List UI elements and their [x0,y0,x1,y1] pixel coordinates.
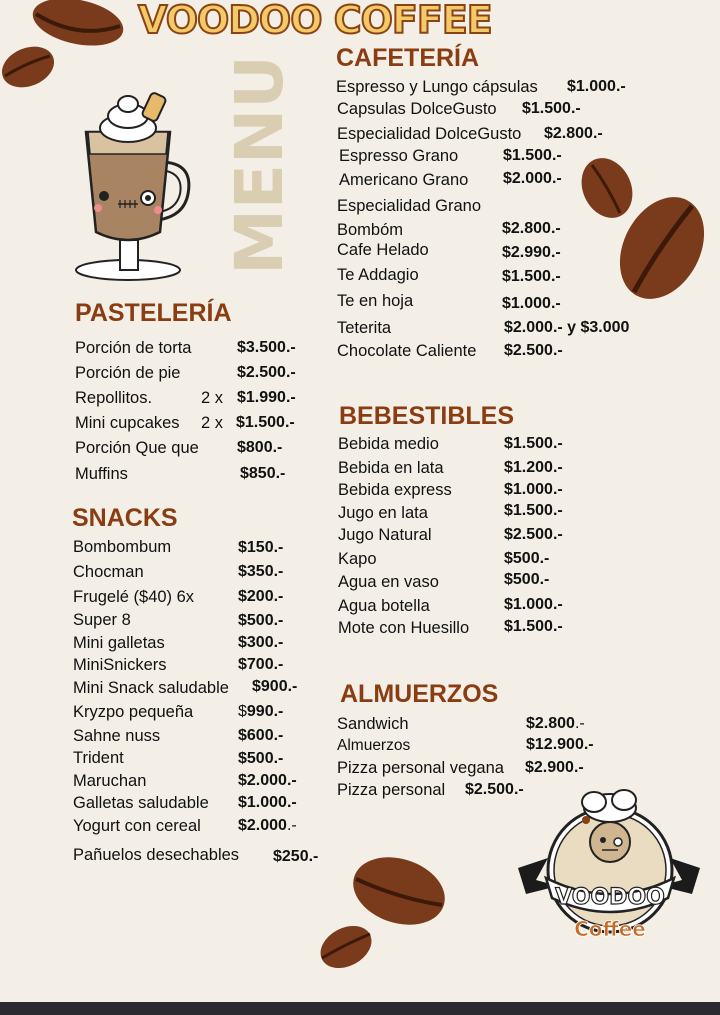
item-price: $2.500.- [504,342,563,359]
item-price: $2.800.- [502,220,561,237]
item-price: $1.000.- [567,78,626,95]
item-price: $1.000.- [502,295,561,312]
list-item: Galletas saludable [73,794,209,812]
list-item: Yogurt con cereal [73,817,201,835]
list-item: Mote con Huesillo [338,619,470,637]
item-price [238,818,297,834]
item-price: $3.500.- [237,339,296,356]
list-item: Capsulas DolceGusto [337,100,497,118]
item-price: $800.- [237,439,283,456]
section-title-cafeteria: CAFETERÍA [336,44,480,72]
list-item: Mini galletas [73,634,165,652]
list-item: Bombombum [73,538,172,556]
list-item: Te en hoja [337,292,414,310]
list-item: Mini cupcakes [75,414,180,432]
item-price: $500.- [238,612,284,629]
list-item: Super 8 [73,611,131,629]
list-item: Te Addagio [337,266,419,284]
item-price: $1.500.- [502,268,561,285]
item-price: $2.900.- [525,759,584,776]
logo-top-text: VOODOO [555,885,665,910]
item-price: $1.500.- [504,618,563,635]
item-price: $500.- [504,550,550,567]
list-item: Sandwich [337,715,409,733]
list-item: Bebida medio [338,435,439,453]
item-price: $2.500.- [237,364,296,381]
list-item: Sahne nuss [73,727,161,745]
item-price: $1.500.- [504,435,563,452]
list-item: Porción de pie [75,364,181,382]
item-price [238,704,283,720]
item-price: $1.200.- [504,459,563,476]
list-item: Teterita [337,319,392,337]
logo-bottom-text: Coffee [574,917,646,941]
price-prefix: $ [238,703,247,720]
list-item: Pizza personal vegana [337,759,504,777]
list-item: Espresso Grano [339,147,459,165]
section-title-snacks: SNACKS [72,504,178,532]
item-price: $2.500.- [504,526,563,543]
item-price: $1.500.- [522,100,581,117]
footer-bar [0,1002,720,1015]
item-price: $1.000.- [238,794,297,811]
list-item: Agua botella [338,597,430,615]
voodoo-coffee-logo [518,786,700,944]
item-price: $350.- [238,563,284,580]
coffee-glass-illustration-icon [68,92,198,282]
coffee-bean-icon [0,44,56,90]
list-item: Frugelé ($40) 6x [73,588,195,606]
item-price: $850.- [240,465,286,482]
item-price: $1.000.- [504,481,563,498]
list-item: Especialidad DolceGusto [337,125,522,143]
item-quantity: 2 x [201,389,224,407]
item-price: $12.900.- [526,736,594,753]
item-price: $250.- [273,848,319,865]
list-item: Almuerzos [337,737,411,754]
list-item: Cafe Helado [337,241,429,259]
item-price: $1.500.- [236,414,295,431]
item-price: $300.- [238,634,284,651]
list-item: Pañuelos desechables [73,846,240,864]
item-price: $150.- [238,539,284,556]
list-item: Muffins [75,465,128,483]
menu-title: VOODOO COFFEE [138,0,492,42]
coffee-bean-icon [318,924,374,970]
item-price [526,716,585,732]
item-price: $2.500.- [465,781,524,798]
price-suffix: .- [286,817,297,834]
list-item: Especialidad Grano [337,197,482,215]
coffee-bean-icon [350,855,448,927]
list-item: Americano Grano [339,171,469,189]
list-item: Repollitos. [75,389,153,407]
section-title-pasteleria: PASTELERÍA [75,299,232,327]
item-price: $200.- [238,588,284,605]
list-item: Kapo [338,550,377,568]
item-price: $500.- [504,571,550,588]
list-item: Bebida express [338,481,452,499]
item-price: $1.000.- [504,596,563,613]
item-price: $1.500.- [504,502,563,519]
item-price: $1.990.- [237,389,296,406]
list-item: Maruchan [73,772,147,790]
list-item: Kryzpo pequeña [73,703,194,721]
item-price: $2.990.- [502,244,561,261]
menu-vertical-label [221,55,299,275]
list-item: Bebida en lata [338,459,444,477]
item-price: $2.000.- [503,170,562,187]
list-item: Agua en vaso [338,573,439,591]
section-title-almuerzos: ALMUERZOS [340,680,499,708]
list-item: Mini Snack saludable [73,679,229,697]
item-price: $1.500.- [503,147,562,164]
coffee-bean-icon [614,192,710,304]
item-quantity: 2 x [201,414,224,432]
item-price: $2.800.- [544,125,603,142]
item-price: $600.- [238,727,284,744]
list-item: Pizza personal [337,781,446,799]
list-item: Porción de torta [75,339,192,357]
item-price: $500.- [238,750,284,767]
list-item: Chocolate Caliente [337,342,477,360]
list-item: Chocman [73,563,144,581]
list-item: MiniSnickers [73,656,167,674]
item-price: $2.000.- y $3.000 [504,319,630,336]
menu-vertical-text: MENU [221,55,299,275]
list-item: Jugo en lata [338,504,428,522]
list-item: Porción Que que [75,439,199,457]
section-title-bebestibles: BEBESTIBLES [339,402,515,430]
price-value: $2.000 [238,817,287,834]
item-price: $700.- [238,656,284,673]
item-price: $2.000.- [238,772,297,789]
price-value: 990.- [246,703,284,720]
price-value: $2.800 [526,715,575,732]
list-item: Trident [73,749,124,767]
list-item: Espresso y Lungo cápsulas [336,78,538,96]
price-suffix: .- [574,715,585,732]
list-item: Bombóm [337,221,404,239]
list-item: Jugo Natural [338,526,432,544]
item-price: $900.- [252,678,298,695]
